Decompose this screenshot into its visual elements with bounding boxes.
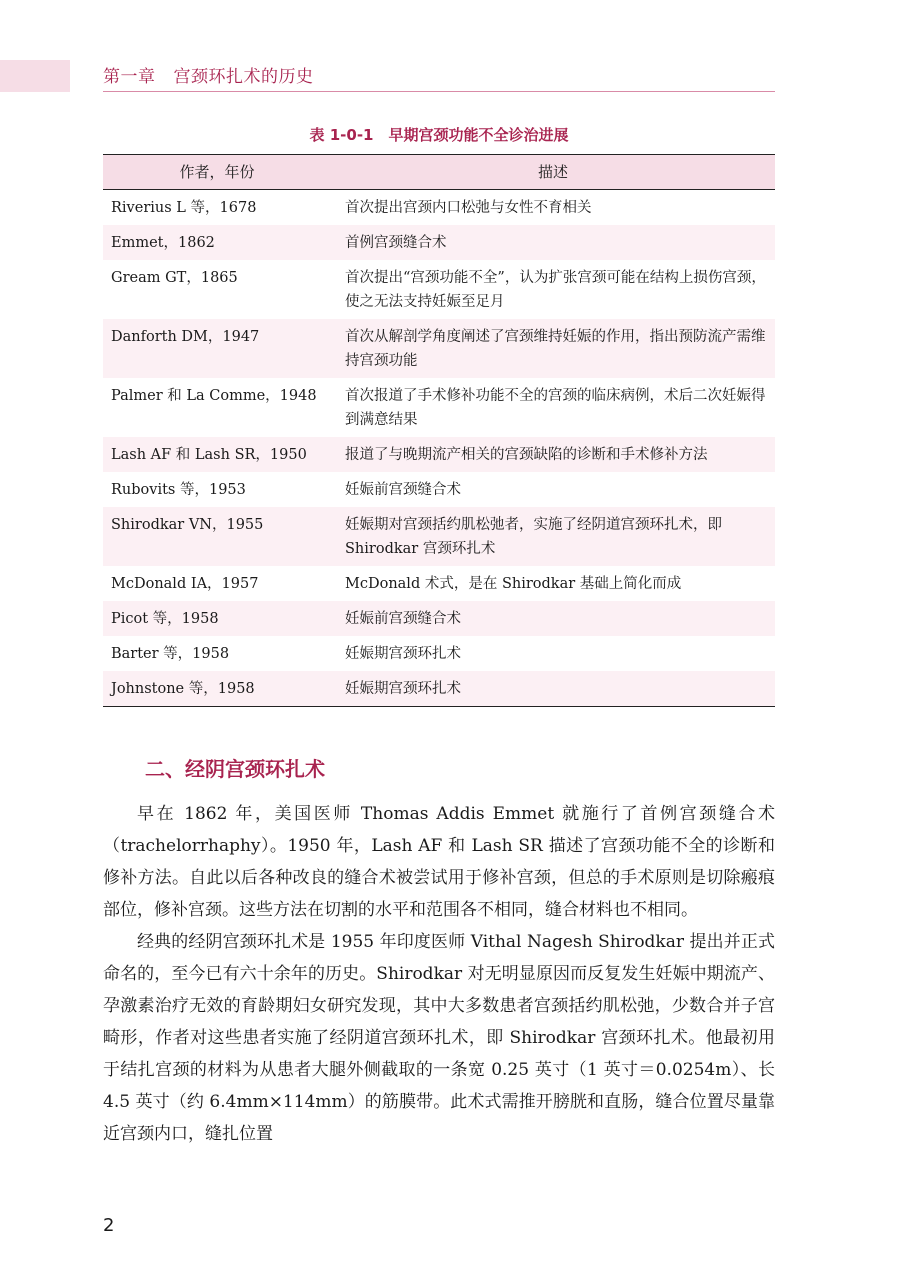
cell-author: Gream GT，1865: [103, 260, 331, 319]
cell-author: Riverius L 等，1678: [103, 190, 331, 226]
running-head-title: 宫颈环扎术的历史: [173, 67, 314, 87]
history-table: [103, 154, 775, 707]
table-row: [103, 671, 775, 707]
running-head-chapter: 第一章: [103, 67, 156, 87]
cell-description: 妊娠前宫颈缝合术: [331, 601, 775, 636]
header-author: 作者，年份: [103, 155, 331, 190]
table-caption: 表 1-0-1 早期宫颈功能不全诊治进展: [309, 126, 569, 144]
table-row: [103, 507, 775, 566]
table-row: [103, 472, 775, 507]
table-row: [103, 190, 775, 226]
cell-description: 报道了与晚期流产相关的宫颈缺陷的诊断和手术修补方法: [331, 437, 775, 472]
page-number: 2: [103, 1215, 115, 1236]
cell-author: Danforth DM，1947: [103, 319, 331, 378]
cell-description: 妊娠期宫颈环扎术: [331, 636, 775, 671]
table-row: [103, 319, 775, 378]
cell-description: McDonald 术式，是在 Shirodkar 基础上简化而成: [331, 566, 775, 601]
cell-description: 首次提出宫颈内口松弛与女性不育相关: [331, 190, 775, 226]
cell-author: Lash AF 和 Lash SR，1950: [103, 437, 331, 472]
cell-author: Picot 等，1958: [103, 601, 331, 636]
table-row: [103, 437, 775, 472]
chapter-tab-marker: [0, 60, 70, 92]
table-body: [103, 190, 775, 707]
cell-description: 妊娠前宫颈缝合术: [331, 472, 775, 507]
section-heading: 二、经阴宫颈环扎术: [145, 757, 325, 781]
table-row: [103, 601, 775, 636]
table-row: [103, 260, 775, 319]
cell-description: 首次从解剖学角度阐述了宫颈维持妊娠的作用，指出预防流产需维持宫颈功能: [331, 319, 775, 378]
paragraph: 经典的经阴宫颈环扎术是 1955 年印度医师 Vithal Nagesh Shirodkar 提出并正式命名的，至今已有六十余年的历史。Shirodkar 对无明显原因而反复发生妊娠中期流产、孕激素治疗无效的育龄期妇女研究发现，其中大多数患者宫颈括约肌松弛，少数合并子宫畸形，作者对这些患者实施了经阴道宫颈环扎术，即 Shirodkar 宫颈环扎术。他最初用于结扎宫颈的材料为从患者大腿外侧截取的一条宽 0.25 英寸（1 英寸＝0.0254m）、长 4.5 英寸（约 6.4mm×114mm）的筋膜带。此术式需推开膀胱和直肠，缝合位置尽量靠近宫颈内口，缝扎位置: [103, 932, 775, 1144]
table-header-row: [103, 155, 775, 190]
paragraph: 早在 1862 年，美国医师 Thomas Addis Emmet 就施行了首例宫颈缝合术（trachelorrhaphy）。1950 年，Lash AF 和 Lash SR 描述了宫颈功能不全的诊断和修补方法。自此以后各种改良的缝合术被尝试用于修补宫颈，但总的手术原则是切除瘢痕部位，修补宫颈。这些方法在切割的水平和范围各不相同，缝合材料也不相同。: [103, 804, 775, 920]
running-head: [103, 62, 314, 87]
cell-description: 首次报道了手术修补功能不全的宫颈的临床病例，术后二次妊娠得到满意结果: [331, 378, 775, 437]
header-description: 描述: [331, 155, 775, 190]
header-rule: [103, 91, 775, 92]
cell-author: Barter 等，1958: [103, 636, 331, 671]
cell-author: Emmet，1862: [103, 225, 331, 260]
table-row: [103, 566, 775, 601]
cell-author: Johnstone 等，1958: [103, 671, 331, 707]
cell-author: Shirodkar VN，1955: [103, 507, 331, 566]
table-row: [103, 636, 775, 671]
cell-description: 首次提出“宫颈功能不全”，认为扩张宫颈可能在结构上损伤宫颈，使之无法支持妊娠至足月: [331, 260, 775, 319]
table-row: [103, 225, 775, 260]
body-text: [103, 798, 775, 1150]
cell-author: Rubovits 等，1953: [103, 472, 331, 507]
table-row: [103, 378, 775, 437]
cell-author: Palmer 和 La Comme，1948: [103, 378, 331, 437]
cell-description: 妊娠期宫颈环扎术: [331, 671, 775, 707]
cell-description: 妊娠期对宫颈括约肌松弛者，实施了经阴道宫颈环扎术，即 Shirodkar 宫颈环扎术: [331, 507, 775, 566]
cell-author: McDonald IA，1957: [103, 566, 331, 601]
cell-description: 首例宫颈缝合术: [331, 225, 775, 260]
